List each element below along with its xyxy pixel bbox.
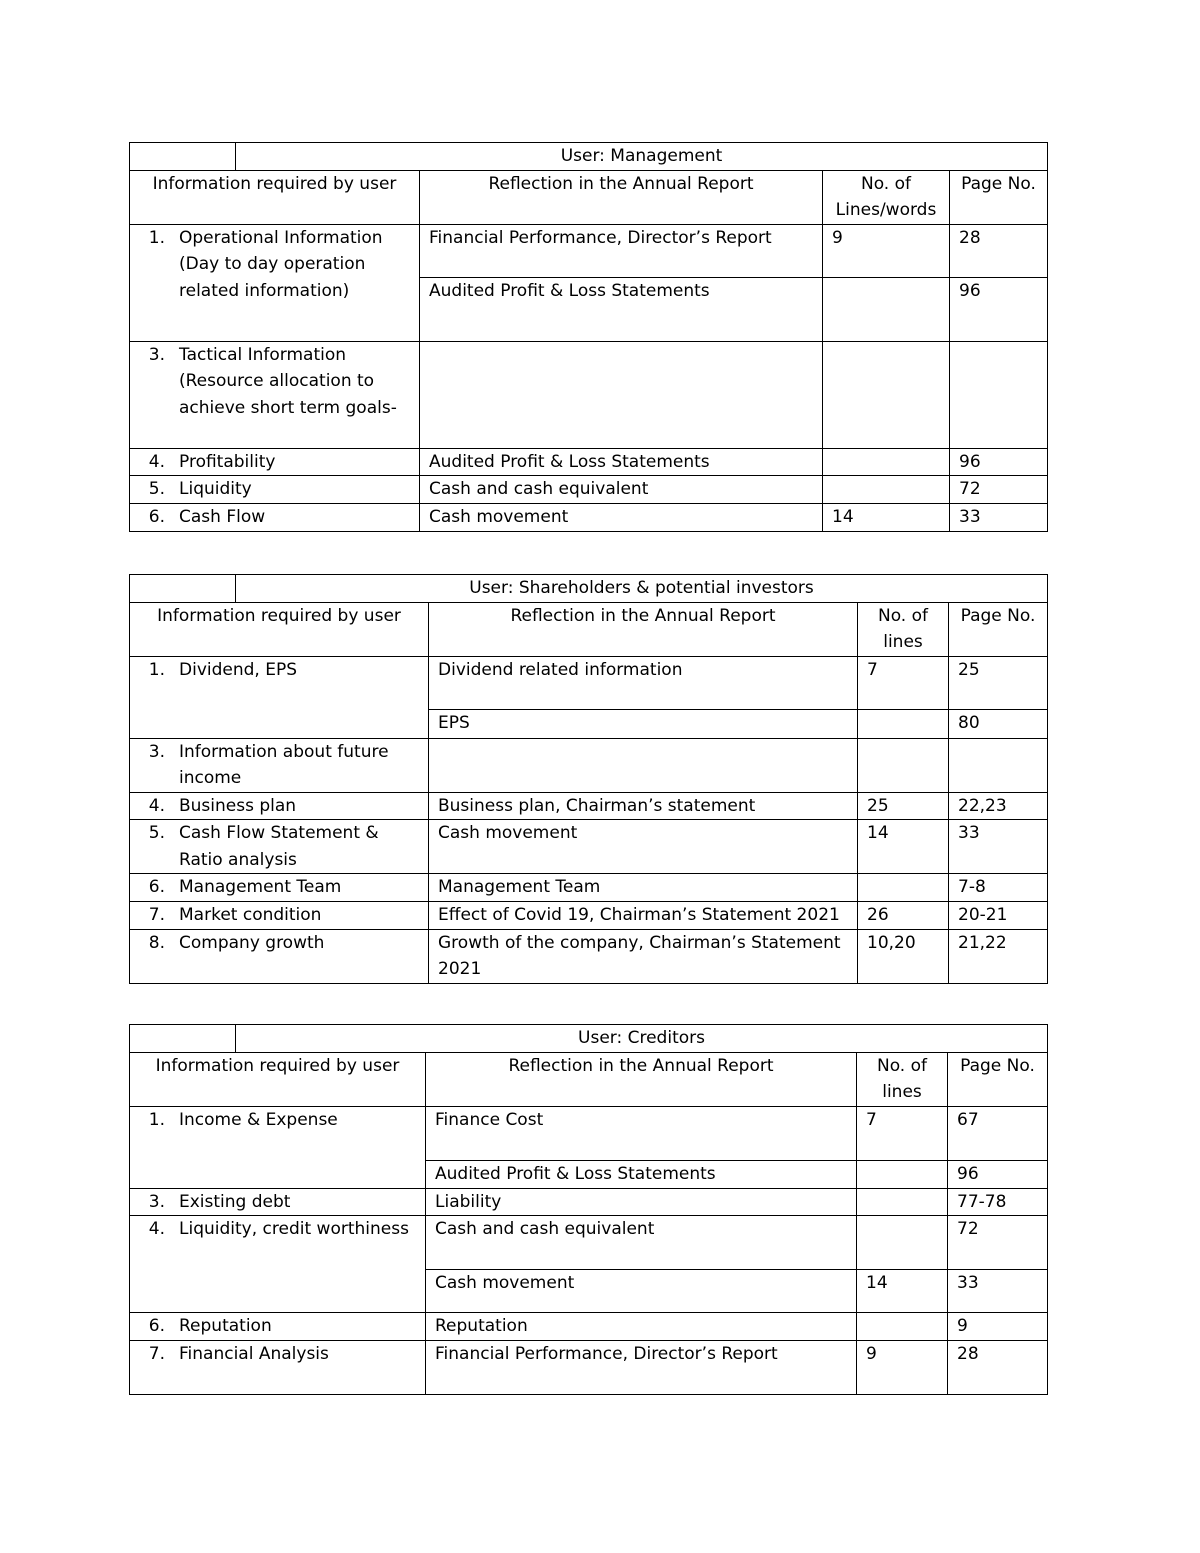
reflection-cell: Cash and cash equivalent bbox=[426, 1216, 857, 1270]
header-lines: No. of lines bbox=[858, 602, 949, 656]
item-text: Management Team bbox=[179, 877, 342, 897]
item-number: 3. bbox=[148, 1191, 165, 1212]
management-table bbox=[129, 142, 1048, 532]
corner-cell bbox=[130, 143, 236, 171]
item-text: Profitability bbox=[179, 451, 276, 472]
lines-cell: 9 bbox=[857, 1341, 948, 1395]
page-cell: 28 bbox=[948, 1341, 1048, 1395]
shareholders-table bbox=[129, 574, 1048, 984]
page-cell: 72 bbox=[950, 476, 1048, 504]
table-row bbox=[130, 874, 1048, 902]
info-cell bbox=[130, 656, 429, 738]
page-cell: 33 bbox=[950, 503, 1048, 531]
lines-cell bbox=[858, 709, 949, 738]
lines-cell: 14 bbox=[858, 820, 949, 874]
corner-cell bbox=[130, 575, 236, 603]
reflection-cell: Reputation bbox=[426, 1313, 857, 1341]
page-cell: 96 bbox=[948, 1160, 1048, 1188]
table-row bbox=[130, 448, 1048, 476]
table-title: User: Creditors bbox=[236, 1025, 1048, 1053]
info-cell bbox=[130, 738, 429, 792]
reflection-cell: Audited Profit & Loss Statements bbox=[420, 448, 823, 476]
page-cell bbox=[950, 341, 1048, 448]
reflection-cell: Financial Performance, Director’s Report bbox=[426, 1341, 857, 1395]
info-cell bbox=[130, 448, 420, 476]
item-text: Cash Flow bbox=[179, 506, 266, 527]
page-cell: 72 bbox=[948, 1216, 1048, 1270]
reflection-cell: Cash movement bbox=[429, 820, 858, 874]
page-cell: 33 bbox=[949, 820, 1048, 874]
item-text: Company growth bbox=[179, 932, 325, 953]
header-page: Page No. bbox=[948, 1052, 1048, 1106]
item-number: 4. bbox=[148, 451, 165, 472]
lines-cell bbox=[857, 1188, 948, 1216]
item-number: 5. bbox=[148, 479, 165, 499]
item-text: Tactical Information (Resource allocation to achieve short term goals- bbox=[179, 344, 397, 418]
corner-cell bbox=[130, 1025, 236, 1053]
table-row bbox=[130, 1313, 1048, 1341]
header-reflection: Reflection in the Annual Report bbox=[420, 170, 823, 224]
info-cell bbox=[130, 792, 429, 820]
lines-cell: 26 bbox=[858, 902, 949, 930]
page-cell: 21,22 bbox=[949, 929, 1048, 983]
item-text: Operational Information (Day to day operation related information) bbox=[179, 227, 383, 301]
header-reflection: Reflection in the Annual Report bbox=[426, 1052, 857, 1106]
table-title: User: Shareholders & potential investors bbox=[236, 575, 1048, 603]
table-row bbox=[130, 738, 1048, 792]
info-cell bbox=[130, 1313, 426, 1341]
reflection-cell: Cash movement bbox=[426, 1270, 857, 1313]
item-text: Income & Expense bbox=[179, 1109, 338, 1130]
item-text: Financial Analysis bbox=[179, 1344, 329, 1364]
reflection-cell: Audited Profit & Loss Statements bbox=[420, 277, 823, 341]
reflection-cell: Management Team bbox=[429, 874, 858, 902]
lines-cell: 14 bbox=[857, 1270, 948, 1313]
lines-cell: 14 bbox=[823, 503, 950, 531]
lines-cell: 10,20 bbox=[858, 929, 949, 983]
table-row bbox=[130, 341, 1048, 448]
info-cell bbox=[130, 503, 420, 531]
info-cell bbox=[130, 224, 420, 341]
item-text: Existing debt bbox=[179, 1191, 291, 1212]
lines-cell bbox=[857, 1313, 948, 1341]
lines-cell bbox=[857, 1160, 948, 1188]
table-title: User: Management bbox=[236, 143, 1048, 171]
table-row bbox=[130, 224, 1048, 277]
reflection-cell: Business plan, Chairman’s statement bbox=[429, 792, 858, 820]
lines-cell bbox=[823, 448, 950, 476]
header-info: Information required by user bbox=[130, 602, 429, 656]
table-row bbox=[130, 792, 1048, 820]
table-row bbox=[130, 1216, 1048, 1270]
item-number: 4. bbox=[148, 795, 165, 816]
info-cell bbox=[130, 929, 429, 983]
lines-cell bbox=[858, 738, 949, 792]
item-number: 7. bbox=[148, 905, 165, 925]
lines-cell bbox=[823, 277, 950, 341]
creditors-table bbox=[129, 1024, 1048, 1395]
reflection-cell: EPS bbox=[429, 709, 858, 738]
info-cell bbox=[130, 1216, 426, 1313]
table-row bbox=[130, 476, 1048, 504]
lines-cell bbox=[823, 341, 950, 448]
header-lines: No. of Lines/words bbox=[823, 170, 950, 224]
item-number: 3. bbox=[148, 741, 165, 762]
table-row bbox=[130, 929, 1048, 983]
info-cell bbox=[130, 874, 429, 902]
reflection-cell: Cash and cash equivalent bbox=[420, 476, 823, 504]
lines-cell: 7 bbox=[857, 1106, 948, 1160]
table-row bbox=[130, 503, 1048, 531]
item-number: 1. bbox=[148, 227, 165, 248]
reflection-cell: Growth of the company, Chairman’s Statement 2021 bbox=[429, 929, 858, 983]
reflection-cell: Dividend related information bbox=[429, 656, 858, 709]
table-row bbox=[130, 820, 1048, 874]
item-text: Market condition bbox=[179, 905, 322, 925]
info-cell bbox=[130, 1106, 426, 1188]
page-cell: 67 bbox=[948, 1106, 1048, 1160]
header-lines: No. of lines bbox=[857, 1052, 948, 1106]
item-number: 1. bbox=[148, 659, 165, 680]
table-row bbox=[130, 1106, 1048, 1160]
info-cell bbox=[130, 476, 420, 504]
page-cell: 96 bbox=[950, 277, 1048, 341]
page-cell: 33 bbox=[948, 1270, 1048, 1313]
table-row bbox=[130, 902, 1048, 930]
item-number: 3. bbox=[148, 344, 165, 365]
item-number: 1. bbox=[148, 1109, 165, 1130]
lines-cell bbox=[823, 476, 950, 504]
page-cell: 20-21 bbox=[949, 902, 1048, 930]
item-text: Liquidity bbox=[179, 479, 252, 499]
page-cell: 80 bbox=[949, 709, 1048, 738]
table-row bbox=[130, 1188, 1048, 1216]
item-text: Cash Flow Statement & Ratio analysis bbox=[179, 823, 379, 870]
page-cell: 9 bbox=[948, 1313, 1048, 1341]
header-page: Page No. bbox=[950, 170, 1048, 224]
lines-cell: 9 bbox=[823, 224, 950, 277]
table-row bbox=[130, 656, 1048, 709]
info-cell bbox=[130, 902, 429, 930]
reflection-cell: Financial Performance, Director’s Report bbox=[420, 224, 823, 277]
page-cell: 96 bbox=[950, 448, 1048, 476]
item-number: 6. bbox=[148, 506, 165, 527]
header-reflection: Reflection in the Annual Report bbox=[429, 602, 858, 656]
item-number: 8. bbox=[148, 932, 165, 953]
lines-cell: 25 bbox=[858, 792, 949, 820]
page-cell: 25 bbox=[949, 656, 1048, 709]
lines-cell: 7 bbox=[858, 656, 949, 709]
reflection-cell: Cash movement bbox=[420, 503, 823, 531]
page-cell: 77-78 bbox=[948, 1188, 1048, 1216]
item-number: 7. bbox=[148, 1344, 165, 1364]
reflection-cell: Liability bbox=[426, 1188, 857, 1216]
lines-cell bbox=[858, 874, 949, 902]
page-cell: 22,23 bbox=[949, 792, 1048, 820]
page-cell: 7-8 bbox=[949, 874, 1048, 902]
reflection-cell: Audited Profit & Loss Statements bbox=[426, 1160, 857, 1188]
table-row bbox=[130, 1341, 1048, 1395]
reflection-cell: Finance Cost bbox=[426, 1106, 857, 1160]
page-cell bbox=[949, 738, 1048, 792]
info-cell bbox=[130, 1341, 426, 1395]
lines-cell bbox=[857, 1216, 948, 1270]
item-number: 6. bbox=[148, 1316, 165, 1336]
header-info: Information required by user bbox=[130, 170, 420, 224]
item-text: Information about future income bbox=[179, 741, 389, 788]
reflection-cell bbox=[420, 341, 823, 448]
header-info: Information required by user bbox=[130, 1052, 426, 1106]
info-cell bbox=[130, 820, 429, 874]
info-cell bbox=[130, 341, 420, 448]
reflection-cell: Effect of Covid 19, Chairman’s Statement 2021 bbox=[429, 902, 858, 930]
item-number: 5. bbox=[148, 823, 165, 843]
item-number: 6. bbox=[148, 877, 165, 897]
page-cell: 28 bbox=[950, 224, 1048, 277]
info-cell bbox=[130, 1188, 426, 1216]
item-text: Dividend, EPS bbox=[179, 659, 298, 680]
header-page: Page No. bbox=[949, 602, 1048, 656]
item-text: Reputation bbox=[179, 1316, 272, 1336]
item-number: 4. bbox=[148, 1219, 165, 1239]
reflection-cell bbox=[429, 738, 858, 792]
item-text: Business plan bbox=[179, 795, 297, 816]
item-text: Liquidity, credit worthiness bbox=[179, 1219, 409, 1239]
